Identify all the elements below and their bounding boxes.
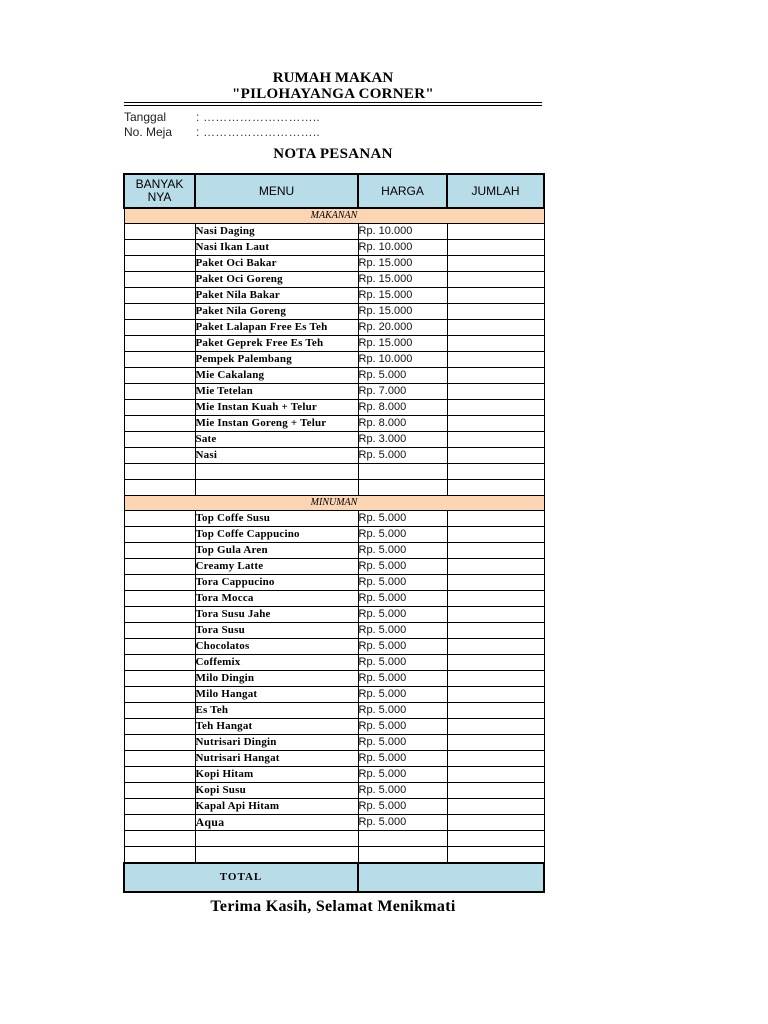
table-number-label: No. Meja [124, 125, 173, 139]
menu-cell: Paket Oci Bakar [195, 256, 358, 272]
qty-cell[interactable] [124, 272, 195, 288]
amount-cell[interactable] [447, 368, 544, 384]
price-cell: Rp. 8.000 [358, 416, 447, 432]
menu-cell: Kopi Hitam [195, 767, 358, 783]
price-cell: Rp. 20.000 [358, 320, 447, 336]
menu-cell: Coffemix [195, 655, 358, 671]
amount-cell[interactable] [447, 687, 544, 703]
qty-cell[interactable] [124, 719, 195, 735]
table-row [124, 639, 544, 655]
amount-cell[interactable] [447, 448, 544, 464]
qty-cell[interactable] [124, 799, 195, 815]
amount-cell[interactable] [447, 671, 544, 687]
menu-cell: Mie Instan Goreng + Telur [195, 416, 358, 432]
price-cell: Rp. 5.000 [358, 591, 447, 607]
menu-cell: Nasi [195, 448, 358, 464]
amount-cell[interactable] [447, 320, 544, 336]
qty-cell[interactable] [124, 256, 195, 272]
section-row [124, 208, 544, 224]
amount-cell[interactable] [447, 416, 544, 432]
amount-cell[interactable] [447, 432, 544, 448]
header-divider-top [124, 102, 542, 103]
price-cell: Rp. 8.000 [358, 400, 447, 416]
menu-cell [195, 480, 358, 496]
table-row [124, 591, 544, 607]
restaurant-label: RUMAH MAKAN [272, 70, 394, 86]
total-label: TOTAL [124, 863, 358, 892]
table-header-row [124, 174, 544, 208]
table-row [124, 448, 544, 464]
amount-cell[interactable] [447, 352, 544, 368]
price-cell: Rp. 3.000 [358, 432, 447, 448]
amount-cell[interactable] [447, 304, 544, 320]
price-cell: Rp. 15.000 [358, 256, 447, 272]
price-cell: Rp. 5.000 [358, 623, 447, 639]
price-cell: Rp. 5.000 [358, 815, 447, 831]
section-label: MINUMAN [124, 496, 544, 511]
qty-cell[interactable] [124, 224, 195, 240]
amount-cell[interactable] [447, 464, 544, 480]
table-row [124, 751, 544, 767]
table-row [124, 464, 544, 480]
amount-cell[interactable] [447, 719, 544, 735]
menu-cell: Es Teh [195, 703, 358, 719]
table-row [124, 799, 544, 815]
menu-cell: Tora Cappucino [195, 575, 358, 591]
amount-cell[interactable] [447, 751, 544, 767]
price-cell [358, 831, 447, 847]
amount-cell[interactable] [447, 607, 544, 623]
qty-cell[interactable] [124, 607, 195, 623]
table-row [124, 831, 544, 847]
price-cell: Rp. 5.000 [358, 448, 447, 464]
qty-cell[interactable] [124, 527, 195, 543]
menu-cell: Top Coffe Cappucino [195, 527, 358, 543]
qty-cell[interactable] [124, 559, 195, 575]
price-cell: Rp. 5.000 [358, 655, 447, 671]
table-row [124, 543, 544, 559]
menu-cell: Nasi Daging [195, 224, 358, 240]
table-row [124, 224, 544, 240]
menu-cell [195, 464, 358, 480]
qty-cell[interactable] [124, 639, 195, 655]
amount-cell[interactable] [447, 831, 544, 847]
column-header-amount: JUMLAH [447, 174, 544, 208]
qty-cell[interactable] [124, 767, 195, 783]
qty-cell[interactable] [124, 240, 195, 256]
table-row [124, 847, 544, 864]
price-cell: Rp. 5.000 [358, 559, 447, 575]
table-row [124, 687, 544, 703]
header-divider-bottom [124, 105, 542, 106]
table-row [124, 320, 544, 336]
qty-cell[interactable] [124, 480, 195, 496]
qty-cell[interactable] [124, 320, 195, 336]
price-cell: Rp. 15.000 [358, 288, 447, 304]
table-row [124, 703, 544, 719]
table-row [124, 352, 544, 368]
qty-cell[interactable] [124, 400, 195, 416]
section-row [124, 496, 544, 511]
menu-cell: Paket Geprek Free Es Teh [195, 336, 358, 352]
price-cell: Rp. 5.000 [358, 687, 447, 703]
menu-cell: Tora Mocca [195, 591, 358, 607]
price-cell: Rp. 7.000 [358, 384, 447, 400]
restaurant-name: "PILOHAYANGA CORNER" [232, 86, 434, 102]
menu-cell: Paket Nila Goreng [195, 304, 358, 320]
amount-cell[interactable] [447, 511, 544, 527]
qty-cell[interactable] [124, 591, 195, 607]
qty-cell[interactable] [124, 751, 195, 767]
menu-cell [195, 847, 358, 864]
table-row [124, 815, 544, 831]
amount-cell[interactable] [447, 655, 544, 671]
order-table [123, 173, 545, 893]
price-cell: Rp. 10.000 [358, 240, 447, 256]
price-cell: Rp. 5.000 [358, 799, 447, 815]
table-row [124, 575, 544, 591]
table-row [124, 480, 544, 496]
qty-cell[interactable] [124, 703, 195, 719]
amount-cell[interactable] [447, 224, 544, 240]
qty-cell[interactable] [124, 368, 195, 384]
table-row [124, 735, 544, 751]
total-value-cell[interactable] [358, 863, 544, 892]
table-row [124, 511, 544, 527]
qty-cell[interactable] [124, 352, 195, 368]
price-cell: Rp. 5.000 [358, 767, 447, 783]
date-field[interactable] [124, 110, 320, 124]
table-row [124, 623, 544, 639]
menu-cell: Sate [195, 432, 358, 448]
qty-cell[interactable] [124, 304, 195, 320]
menu-cell: Creamy Latte [195, 559, 358, 575]
menu-cell: Paket Oci Goreng [195, 272, 358, 288]
amount-cell[interactable] [447, 559, 544, 575]
amount-cell[interactable] [447, 384, 544, 400]
price-cell [358, 464, 447, 480]
column-header-qty: BANYAK NYA [124, 174, 195, 208]
price-cell: Rp. 5.000 [358, 703, 447, 719]
table-row [124, 671, 544, 687]
qty-cell[interactable] [124, 511, 195, 527]
table-row [124, 655, 544, 671]
table-row [124, 272, 544, 288]
qty-cell[interactable] [124, 416, 195, 432]
menu-cell: Nutrisari Hangat [195, 751, 358, 767]
menu-cell: Top Gula Aren [195, 543, 358, 559]
price-cell: Rp. 5.000 [358, 511, 447, 527]
amount-cell[interactable] [447, 735, 544, 751]
qty-cell[interactable] [124, 783, 195, 799]
price-cell: Rp. 5.000 [358, 735, 447, 751]
menu-cell: Nutrisari Dingin [195, 735, 358, 751]
table-row [124, 368, 544, 384]
page-title: NOTA PESANAN [273, 146, 393, 162]
price-cell: Rp. 5.000 [358, 607, 447, 623]
menu-cell: Tora Susu [195, 623, 358, 639]
amount-cell[interactable] [447, 272, 544, 288]
amount-cell[interactable] [447, 783, 544, 799]
price-cell: Rp. 5.000 [358, 368, 447, 384]
qty-cell[interactable] [124, 288, 195, 304]
footer-thanks: Terima Kasih, Selamat Menikmati [210, 898, 456, 915]
table-row [124, 432, 544, 448]
amount-cell[interactable] [447, 815, 544, 831]
price-cell: Rp. 10.000 [358, 352, 447, 368]
amount-cell[interactable] [447, 703, 544, 719]
amount-cell[interactable] [447, 799, 544, 815]
amount-cell[interactable] [447, 623, 544, 639]
menu-cell: Paket Nila Bakar [195, 288, 358, 304]
menu-cell: Mie Instan Kuah + Telur [195, 400, 358, 416]
amount-cell[interactable] [447, 288, 544, 304]
table-row [124, 719, 544, 735]
price-cell: Rp. 15.000 [358, 304, 447, 320]
table-row [124, 304, 544, 320]
menu-cell: Kapal Api Hitam [195, 799, 358, 815]
table-row [124, 384, 544, 400]
table-row [124, 416, 544, 432]
qty-cell[interactable] [124, 687, 195, 703]
menu-cell: Top Coffe Susu [195, 511, 358, 527]
qty-cell[interactable] [124, 671, 195, 687]
amount-cell[interactable] [447, 575, 544, 591]
price-cell: Rp. 5.000 [358, 719, 447, 735]
menu-cell: Paket Lalapan Free Es Teh [195, 320, 358, 336]
qty-cell[interactable] [124, 831, 195, 847]
price-cell: Rp. 5.000 [358, 527, 447, 543]
price-cell: Rp. 15.000 [358, 336, 447, 352]
menu-cell: Mie Cakalang [195, 368, 358, 384]
table-row [124, 559, 544, 575]
table-row [124, 288, 544, 304]
menu-cell [195, 831, 358, 847]
amount-cell[interactable] [447, 527, 544, 543]
price-cell: Rp. 5.000 [358, 783, 447, 799]
table-row [124, 783, 544, 799]
amount-cell[interactable] [447, 400, 544, 416]
price-cell: Rp. 10.000 [358, 224, 447, 240]
qty-cell[interactable] [124, 448, 195, 464]
table-row [124, 400, 544, 416]
price-cell: Rp. 5.000 [358, 543, 447, 559]
table-row [124, 767, 544, 783]
price-cell [358, 480, 447, 496]
date-value: : ……………………….. [196, 110, 320, 124]
menu-cell: Milo Dingin [195, 671, 358, 687]
price-cell: Rp. 5.000 [358, 671, 447, 687]
price-cell: Rp. 5.000 [358, 751, 447, 767]
qty-cell[interactable] [124, 655, 195, 671]
table-row [124, 336, 544, 352]
qty-cell[interactable] [124, 735, 195, 751]
total-row [124, 863, 544, 892]
menu-cell: Tora Susu Jahe [195, 607, 358, 623]
amount-cell[interactable] [447, 639, 544, 655]
date-label: Tanggal [124, 110, 167, 124]
table-row [124, 527, 544, 543]
price-cell: Rp. 5.000 [358, 639, 447, 655]
menu-cell: Aqua [195, 815, 358, 831]
column-header-menu: MENU [195, 174, 358, 208]
amount-cell[interactable] [447, 767, 544, 783]
price-cell [358, 847, 447, 864]
table-row [124, 240, 544, 256]
menu-cell: Milo Hangat [195, 687, 358, 703]
menu-cell: Teh Hangat [195, 719, 358, 735]
amount-cell[interactable] [447, 847, 544, 864]
menu-cell: Pempek Palembang [195, 352, 358, 368]
menu-cell: Nasi Ikan Laut [195, 240, 358, 256]
table-number-field[interactable] [124, 125, 320, 139]
qty-cell[interactable] [124, 543, 195, 559]
table-row [124, 256, 544, 272]
amount-cell[interactable] [447, 543, 544, 559]
price-cell: Rp. 5.000 [358, 575, 447, 591]
table-row [124, 607, 544, 623]
qty-cell[interactable] [124, 623, 195, 639]
column-header-price: HARGA [358, 174, 447, 208]
amount-cell[interactable] [447, 256, 544, 272]
qty-cell[interactable] [124, 336, 195, 352]
amount-cell[interactable] [447, 240, 544, 256]
price-cell: Rp. 15.000 [358, 272, 447, 288]
menu-cell: Mie Tetelan [195, 384, 358, 400]
amount-cell[interactable] [447, 336, 544, 352]
qty-cell[interactable] [124, 847, 195, 864]
amount-cell[interactable] [447, 591, 544, 607]
qty-cell[interactable] [124, 815, 195, 831]
menu-cell: Chocolatos [195, 639, 358, 655]
qty-cell[interactable] [124, 432, 195, 448]
amount-cell[interactable] [447, 480, 544, 496]
table-number-value: : ……………………….. [196, 125, 320, 139]
qty-cell[interactable] [124, 464, 195, 480]
section-label: MAKANAN [124, 208, 544, 224]
qty-cell[interactable] [124, 384, 195, 400]
qty-cell[interactable] [124, 575, 195, 591]
menu-cell: Kopi Susu [195, 783, 358, 799]
